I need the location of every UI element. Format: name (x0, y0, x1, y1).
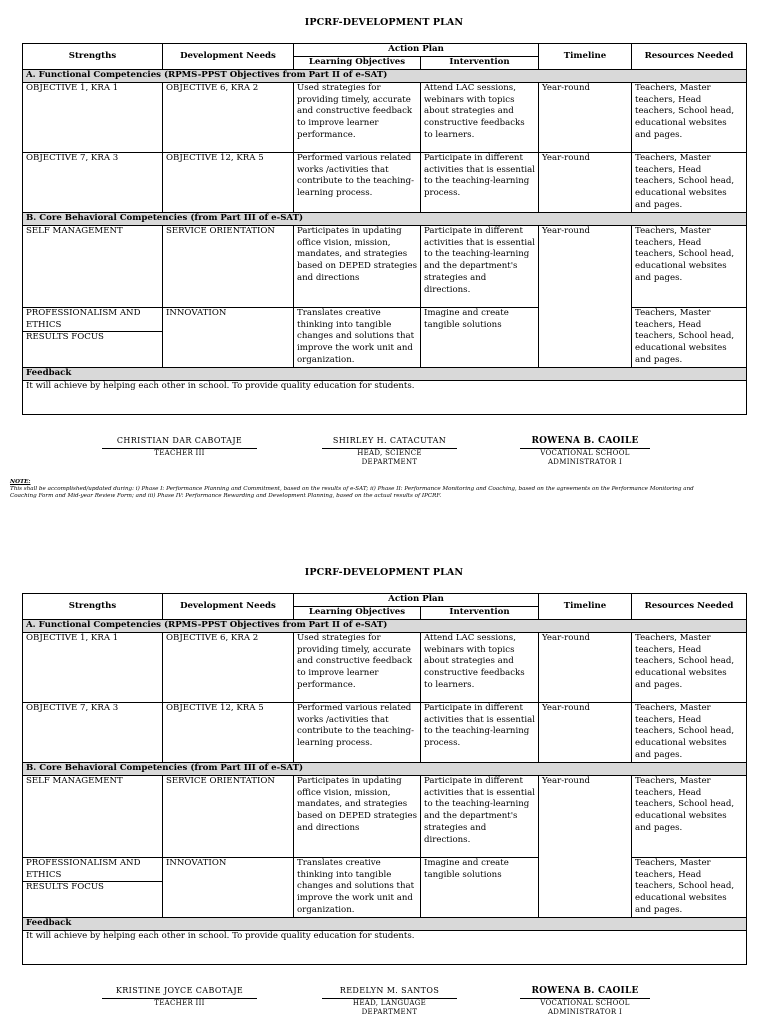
resources-cell: Teachers, Master teachers, Head teachers, School head, educational websites and pages. (632, 152, 747, 212)
intervention-cell: Participate in different activities that is essential to the teaching-learning process. (421, 152, 539, 212)
header-resources-needed: Resources Needed (632, 594, 747, 620)
learning-objective-cell: Translates creative thinking into tangible changes and solutions that improve the work unit and organization. (294, 307, 421, 367)
strength-cell (23, 857, 163, 917)
strength-line: PROFESSIONALISM AND ETHICS (26, 307, 141, 330)
intervention-cell: Participate in different activities that is essential to the teaching-learning and the department's strategies and directions. (421, 775, 539, 857)
strength-cell (23, 307, 163, 367)
strength-cell: OBJECTIVE 7, KRA 3 (23, 152, 163, 212)
table-row (23, 775, 747, 857)
header-development-needs: Development Needs (163, 44, 294, 70)
development-need-cell: INNOVATION (163, 307, 294, 367)
signatory-name: REDELYN M. SANTOS (339, 986, 440, 995)
signature-block-ratee (102, 986, 257, 1008)
header-learning-objectives: Learning Objectives (294, 56, 421, 69)
feedback-text: It will achieve by helping each other in school. To provide quality education for students. (23, 380, 747, 414)
header-timeline: Timeline (539, 44, 632, 70)
header-development-needs: Development Needs (163, 594, 294, 620)
header-action-plan: Action Plan (294, 594, 539, 607)
timeline-cell: Year-round (539, 632, 632, 702)
resources-cell: Teachers, Master teachers, Head teachers, School head, educational websites and pages. (632, 225, 747, 307)
resources-cell: Teachers, Master teachers, Head teachers, School head, educational websites and pages. (632, 857, 747, 917)
learning-objective-cell: Performed various related works /activities that contribute to the teaching-learning process. (294, 702, 421, 762)
section-functional-competencies: A. Functional Competencies (RPMS-PPST Objectives from Part II of e-SAT) (23, 69, 747, 82)
intervention-cell: Participate in different activities that is essential to the teaching-learning process. (421, 702, 539, 762)
strength-cell: OBJECTIVE 1, KRA 1 (23, 632, 163, 702)
development-need-cell: OBJECTIVE 12, KRA 5 (163, 152, 294, 212)
learning-objective-cell: Used strategies for providing timely, accurate and constructive feedback to improve learner performance. (294, 82, 421, 152)
signatory-name: CHRISTIAN DAR CABOTAJE (116, 436, 243, 445)
signatory-position: ADMINISTRATOR I (547, 1008, 623, 1016)
development-need-cell: OBJECTIVE 6, KRA 2 (163, 632, 294, 702)
strength-cell: OBJECTIVE 7, KRA 3 (23, 702, 163, 762)
resources-cell: Teachers, Master teachers, Head teachers, School head, educational websites and pages. (632, 632, 747, 702)
header-strengths: Strengths (23, 44, 163, 70)
header-intervention: Intervention (421, 56, 539, 69)
header-timeline: Timeline (539, 594, 632, 620)
signatory-position: DEPARTMENT (361, 1008, 418, 1016)
table-row (23, 82, 747, 152)
development-need-cell: OBJECTIVE 12, KRA 5 (163, 702, 294, 762)
table-row (23, 152, 747, 212)
signatory-position: TEACHER III (154, 449, 205, 457)
table-row (23, 307, 747, 367)
learning-objective-cell: Translates creative thinking into tangible changes and solutions that improve the work unit and organization. (294, 857, 421, 917)
development-need-cell: INNOVATION (163, 857, 294, 917)
timeline-cell: Year-round (539, 225, 632, 367)
signatory-position: DEPARTMENT (361, 458, 418, 466)
strength-cell: SELF MANAGEMENT (23, 775, 163, 857)
signature-block-rater (322, 436, 457, 467)
signatory-position: VOCATIONAL SCHOOL (540, 449, 630, 457)
signatory-name: ROWENA B. CAOILE (531, 986, 639, 996)
signature-block-approver (520, 986, 650, 1017)
development-plan-table (22, 593, 747, 965)
header-strengths: Strengths (23, 594, 163, 620)
feedback-label: Feedback (23, 367, 747, 380)
resources-cell: Teachers, Master teachers, Head teachers, School head, educational websites and pages. (632, 775, 747, 857)
note-block (10, 479, 710, 500)
section-core-behavioral-competencies: B. Core Behavioral Competencies (from Part III of e-SAT) (23, 212, 747, 225)
intervention-cell: Attend LAC sessions, webinars with topics about strategies and constructive feedbacks to learners. (421, 82, 539, 152)
table-row (23, 225, 747, 307)
header-learning-objectives: Learning Objectives (294, 606, 421, 619)
resources-cell: Teachers, Master teachers, Head teachers, School head, educational websites and pages. (632, 82, 747, 152)
signature-block-rater (322, 986, 457, 1017)
strength-line: RESULTS FOCUS (23, 331, 162, 344)
form-title: IPCRF-DEVELOPMENT PLAN (304, 567, 464, 578)
timeline-cell: Year-round (539, 775, 632, 917)
intervention-cell: Imagine and create tangible solutions (421, 857, 539, 917)
feedback-label: Feedback (23, 917, 747, 930)
development-need-cell: OBJECTIVE 6, KRA 2 (163, 82, 294, 152)
learning-objective-cell: Participates in updating office vision, mission, mandates, and strategies based on DEPED strategies and directions (294, 225, 421, 307)
strength-cell: OBJECTIVE 1, KRA 1 (23, 82, 163, 152)
development-plan-table (22, 43, 747, 415)
strength-cell: SELF MANAGEMENT (23, 225, 163, 307)
table-row (23, 702, 747, 762)
signatory-position: HEAD, LANGUAGE (352, 999, 427, 1007)
strength-line: PROFESSIONALISM AND ETHICS (26, 857, 141, 880)
resources-cell: Teachers, Master teachers, Head teachers, School head, educational websites and pages. (632, 702, 747, 762)
timeline-cell: Year-round (539, 82, 632, 152)
table-row (23, 857, 747, 917)
signatory-name: KRISTINE JOYCE CABOTAJE (115, 986, 244, 995)
intervention-cell: Participate in different activities that is essential to the teaching-learning and the department's strategies and directions. (421, 225, 539, 307)
header-resources-needed: Resources Needed (632, 44, 747, 70)
timeline-cell: Year-round (539, 152, 632, 212)
header-action-plan: Action Plan (294, 44, 539, 57)
strength-line: RESULTS FOCUS (23, 881, 162, 894)
resources-cell: Teachers, Master teachers, Head teachers, School head, educational websites and pages. (632, 307, 747, 367)
intervention-cell: Attend LAC sessions, webinars with topics about strategies and constructive feedbacks to learners. (421, 632, 539, 702)
learning-objective-cell: Performed various related works /activities that contribute to the teaching-learning process. (294, 152, 421, 212)
signatory-position: VOCATIONAL SCHOOL (540, 999, 630, 1007)
note-text: This shall be accomplished/updated during: i) Phase I: Performance Planning and Commitment, based on the results of e-SAT; ii) Phase II: Performance Monitoring and Coaching, based on the agreements on the Performance Monitoring and Coaching Form and Mid-year Review Form; and iii) Phase IV: Performance Rewarding and Development Planning, based on the actual results of IPCRF. (10, 486, 694, 499)
learning-objective-cell: Participates in updating office vision, mission, mandates, and strategies based on DEPED strategies and directions (294, 775, 421, 857)
form-title: IPCRF-DEVELOPMENT PLAN (304, 17, 464, 28)
note-label: NOTE: (10, 479, 31, 485)
development-need-cell: SERVICE ORIENTATION (163, 775, 294, 857)
timeline-cell: Year-round (539, 702, 632, 762)
learning-objective-cell: Used strategies for providing timely, accurate and constructive feedback to improve learner performance. (294, 632, 421, 702)
signatory-name: SHIRLEY H. CATACUTAN (332, 436, 447, 445)
signatory-position: HEAD, SCIENCE (357, 449, 422, 457)
intervention-cell: Imagine and create tangible solutions (421, 307, 539, 367)
signatory-position: TEACHER III (154, 999, 205, 1007)
signatory-position: ADMINISTRATOR I (547, 458, 623, 466)
feedback-text: It will achieve by helping each other in school. To provide quality education for students. (23, 930, 747, 964)
development-need-cell: SERVICE ORIENTATION (163, 225, 294, 307)
header-intervention: Intervention (421, 606, 539, 619)
signature-block-approver (520, 436, 650, 467)
section-core-behavioral-competencies: B. Core Behavioral Competencies (from Part III of e-SAT) (23, 762, 747, 775)
signatory-name: ROWENA B. CAOILE (531, 436, 639, 446)
section-functional-competencies: A. Functional Competencies (RPMS-PPST Objectives from Part II of e-SAT) (23, 619, 747, 632)
signature-block-ratee (102, 436, 257, 458)
table-row (23, 632, 747, 702)
